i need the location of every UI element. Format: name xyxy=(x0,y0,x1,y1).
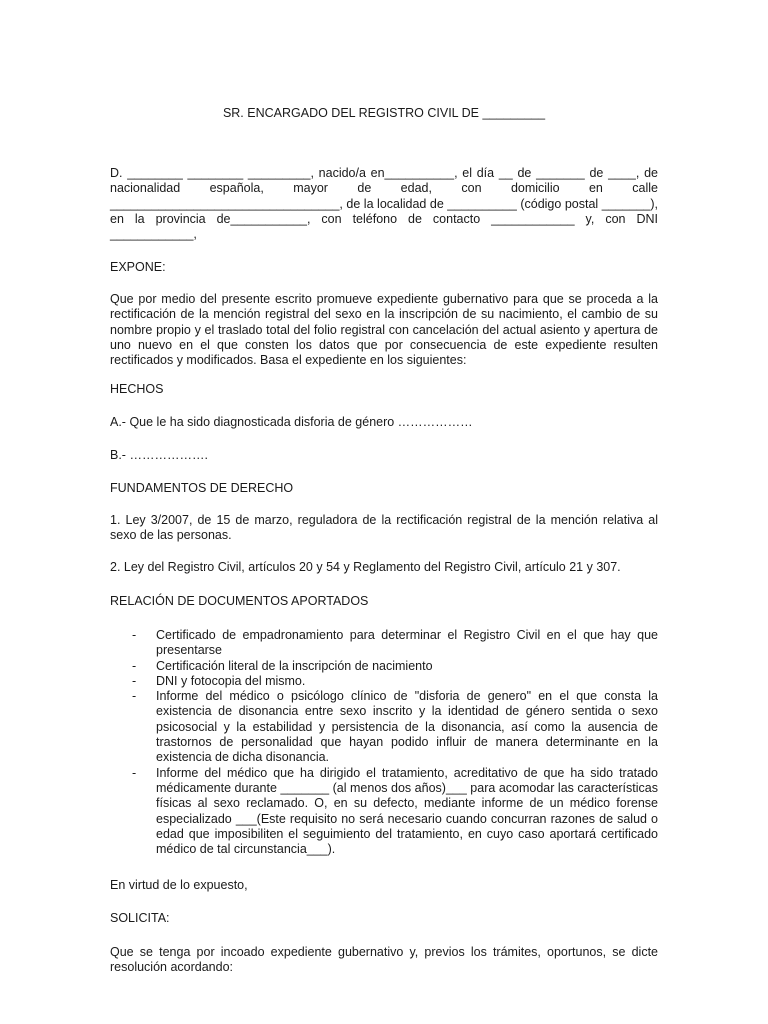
document-title: SR. ENCARGADO DEL REGISTRO CIVIL DE _________ xyxy=(222,106,546,120)
list-dash: - xyxy=(132,765,137,780)
hechos-heading: HECHOS xyxy=(110,382,164,396)
en-virtud-line: En virtud de lo expuesto, xyxy=(110,878,248,892)
list-dash: - xyxy=(132,658,137,673)
solicita-paragraph: Que se tenga por incoado expediente gubernativo y, previos los trámites, oportunos, se dicte resolución acordando: xyxy=(110,945,658,975)
documento-item-dni xyxy=(110,674,658,689)
expone-heading: EXPONE: xyxy=(110,260,166,274)
documento-text: Certificación literal de la inscripción de nacimiento xyxy=(156,658,433,673)
list-dash: - xyxy=(132,689,137,704)
fundamento-2: 2. Ley del Registro Civil, artículos 20 y 54 y Reglamento del Registro Civil, artículo 21 y 307. xyxy=(110,560,621,574)
list-dash: - xyxy=(132,628,137,642)
documento-item-informe-tratamiento xyxy=(110,766,658,858)
list-dash: - xyxy=(132,673,137,688)
applicant-details-paragraph: D. ________ ________ _________, nacido/a en__________, el día __ de _______ de ____, de nacionalidad española, mayor de edad, con domicilio en calle _________________________________, de la localidad de __________ (código postal _______), en la provincia de___________, con teléfono de contacto ____________ y, con DNI ____________, xyxy=(110,166,658,242)
documentos-heading: RELACIÓN DE DOCUMENTOS APORTADOS xyxy=(110,594,369,608)
documento-text: DNI y fotocopia del mismo. xyxy=(156,673,306,688)
hecho-a: A.- Que le ha sido diagnosticada disforia de género ……………… xyxy=(110,415,473,429)
documento-text: Informe del médico que ha dirigido el tratamiento, acreditativo de que ha sido tratado médicamente durante _______ (al menos dos años)___ para acomodar las características físicas al sexo reclamado. O, en su defecto, mediante informe de un médico forense especializado ___(Este requisito no será necesario cuando concurran razones de salud o edad que imposibiliten el seguimiento del tratamiento, en cuyo caso aportará certificado médico de tal circunstancia___). xyxy=(156,765,658,857)
fundamento-1: 1. Ley 3/2007, de 15 de marzo, reguladora de la rectificación registral de la mención relativa al sexo de las personas. xyxy=(110,513,658,543)
hecho-b: B.- ………………. xyxy=(110,448,208,462)
documento-item-empadronamiento xyxy=(110,628,658,659)
documento-item-informe-psicologo xyxy=(110,689,658,765)
fundamentos-heading: FUNDAMENTOS DE DERECHO xyxy=(110,481,294,495)
expone-paragraph: Que por medio del presente escrito promueve expediente gubernativo para que se proceda a la rectificación de la mención registral del sexo en la inscripción de su nacimiento, el cambio de su nombre propio y el traslado total del folio registral con cancelación del actual asiento y apertura de uno nuevo en el que consten los datos que por consecuencia de este expediente resulten rectificados y modificados. Basa el expediente en los siguientes: xyxy=(110,292,658,368)
documento-item-certificacion xyxy=(110,659,658,674)
documento-text: Informe del médico o psicólogo clínico de "disforia de genero" en el que consta la existencia de disonancia entre sexo inscrito y la identidad de género sentida o sexo psicosocial y la estabilidad y persistencia de la disonancia, así como la ausencia de trastornos de personalidad que hayan podido influir de manera determinante en la existencia de dicha disonancia. xyxy=(156,689,658,765)
documento-text: Certificado de empadronamiento para determinar el Registro Civil en el que hay que presentarse xyxy=(156,628,658,658)
documentos-list xyxy=(110,628,658,857)
solicita-heading: SOLICITA: xyxy=(110,911,170,925)
